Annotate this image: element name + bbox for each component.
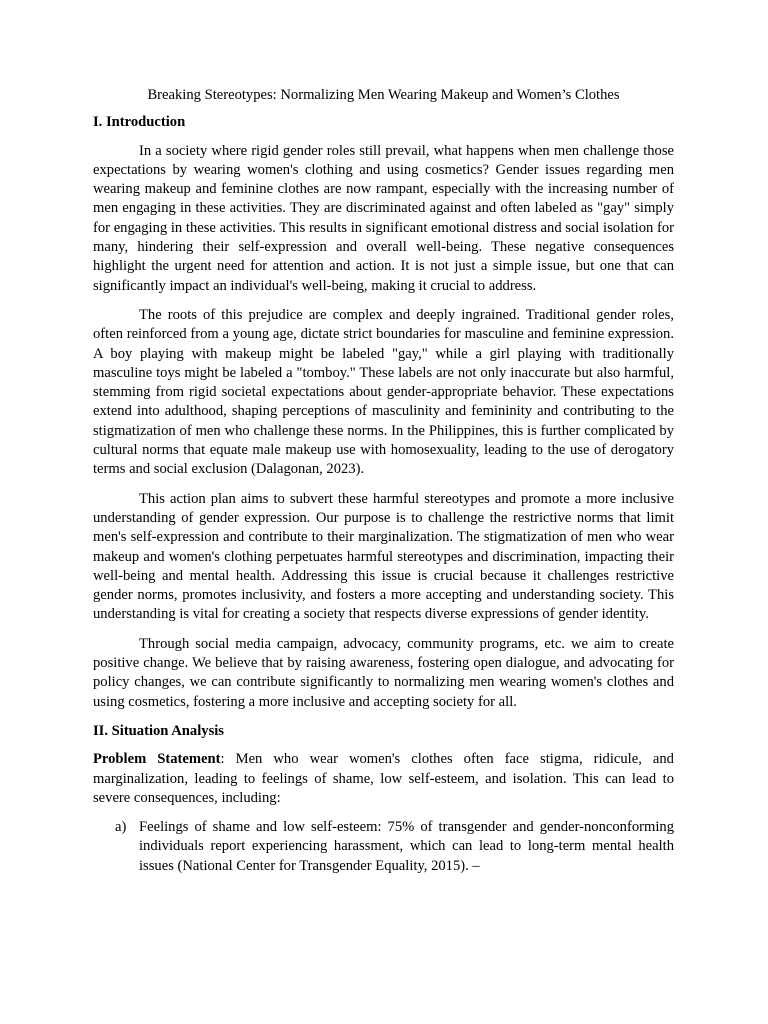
problem-statement-lead: Problem Statement: [93, 751, 221, 768]
intro-paragraph-4: Through social media campaign, advocacy, community programs, etc. we aim to create positive change. We believe that by raising awareness, fostering open dialogue, and advocating for policy changes, we can contribute significantly to normalizing men wearing women's clothes and using cosmetics, fostering a more inclusive and accepting society for all.: [93, 635, 674, 710]
list-item: [93, 818, 674, 876]
consequences-list: [93, 818, 674, 876]
document-page: [93, 86, 674, 876]
introduction-heading: I. Introduction: [93, 114, 186, 131]
problem-statement: [93, 750, 674, 808]
situation-analysis-heading: II. Situation Analysis: [93, 722, 224, 739]
document-title: Breaking Stereotypes: Normalizing Men Wearing Makeup and Women’s Clothes: [147, 87, 620, 103]
list-marker: a): [115, 819, 127, 836]
problem-statement-text: : Men who wear women's clothes often face stigma, ridicule, and marginalization, leading to feelings of shame, low self-esteem, and isolation. This can lead to severe consequences, including:: [93, 751, 674, 806]
intro-paragraph-1: In a society where rigid gender roles still prevail, what happens when men challenge those expectations by wearing women's clothing and using cosmetics? Gender issues regarding men wearing makeup and feminine clothes are now rampant, especially with the increasing number of men engaging in these activities. They are discriminated against and often labeled as "gay" simply for engaging in these activities. This results in significant emotional distress and social isolation for many, hindering their self-expression and overall well-being. These negative consequences highlight the urgent need for attention and action. It is not just a simple issue, but one that can significantly impact an individual's well-being, making it crucial to address.: [93, 142, 674, 294]
list-item-text: Feelings of shame and low self-esteem: 75% of transgender and gender-nonconforming individuals report experiencing harassment, which can lead to long-term mental health issues (National Center for Transgender Equality, 2015). –: [139, 819, 674, 874]
intro-paragraph-2: The roots of this prejudice are complex and deeply ingrained. Traditional gender roles, often reinforced from a young age, dictate strict boundaries for masculine and feminine expression. A boy playing with makeup might be labeled "gay," while a girl playing with traditionally masculine toys might be labeled a "tomboy." These labels are not only inaccurate but also harmful, stemming from rigid societal expectations about gender-appropriate behavior. These expectations extend into adulthood, shaping perceptions of masculinity and femininity and contributing to the stigmatization of men who challenge these norms. In the Philippines, this is further complicated by cultural norms that equate male makeup use with homosexuality, leading to the use of derogatory terms and social exclusion (Dalagonan, 2023).: [93, 306, 674, 478]
intro-paragraph-3: This action plan aims to subvert these harmful stereotypes and promote a more inclusive understanding of gender expression. Our purpose is to challenge the restrictive norms that limit men's self-expression and contribute to their marginalization. The stigmatization of men who wear makeup and women's clothing perpetuates harmful stereotypes and discrimination, impacting their well-being and mental health. Addressing this issue is crucial because it challenges restrictive gender norms, promotes inclusivity, and fosters a more accepting and understanding society. This understanding is vital for creating a society that respects diverse expressions of gender identity.: [93, 490, 674, 623]
